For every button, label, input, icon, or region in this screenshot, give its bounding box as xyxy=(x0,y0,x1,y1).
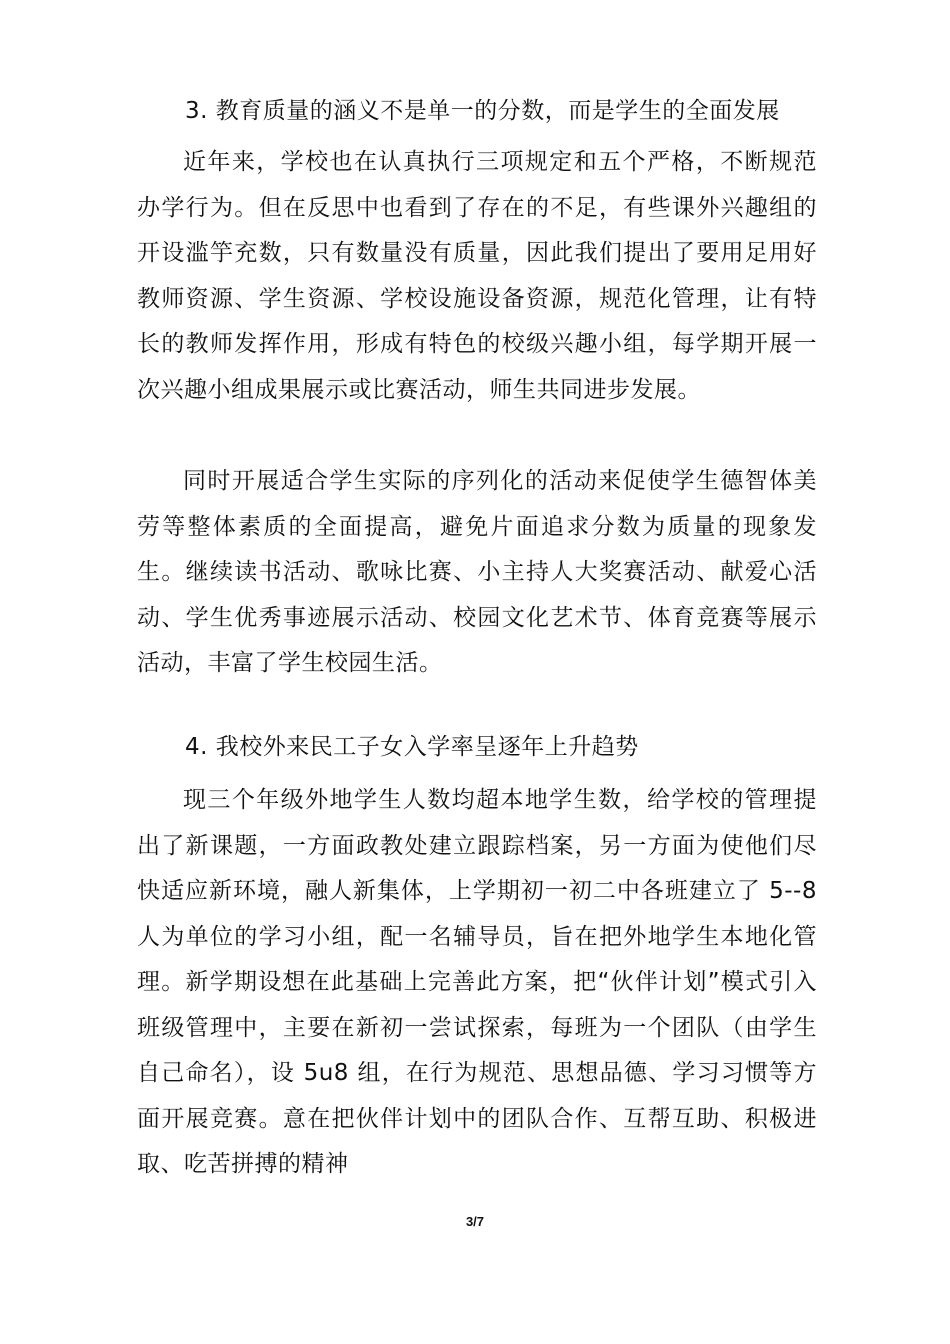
page-number: 3/7 xyxy=(465,1214,485,1229)
section-4-paragraph-1: 现三个年级外地学生人数均超本地学生数，给学校的管理提出了新课题，一方面政教处建立跟踪档案，另一方面为使他们尽快适应新环境，融人新集体，上学期初一初二中各班建立了 5--8 人为单位的学习小组，配一名辅导员，旨在把外地学生本地化管理。新学期设想在此基础上完善此方案，把“伙伴计划”模式引入班级管理中，主要在新初一尝试探索，每班为一个团队（由学生自己命名），设 5u8 组，在行为规范、思想品德、学习习惯等方面开展竞赛。意在把伙伴计划中的团队合作、互帮互助、积极进取、吃苦拼搏的精神 xyxy=(137,787,817,1177)
section-3-paragraph-1: 近年来，学校也在认真执行三项规定和五个严格，不断规范办学行为。但在反思中也看到了存在的不足，有些课外兴趣组的开设滥竽充数，只有数量没有质量，因此我们提出了要用足用好教师资源、学生资源、学校设施设备资源，规范化管理，让有特长的教师发挥作用，形成有特色的校级兴趣小组，每学期开展一次兴趣小组成果展示或比赛活动，师生共同进步发展。 xyxy=(137,149,817,403)
section-3-heading: 3. 教育质量的涵义不是单一的分数，而是学生的全面发展 xyxy=(185,98,780,124)
section-4-heading: 4. 我校外来民工子女入学率呈逐年上升趋势 xyxy=(185,734,639,760)
section-3-paragraph-2: 同时开展适合学生实际的序列化的活动来促使学生德智体美劳等整体素质的全面提高，避免片面追求分数为质量的现象发生。继续读书活动、歌咏比赛、小主持人大奖赛活动、献爱心活动、学生优秀事迹展示活动、校园文化艺术节、体育竞赛等展示活动，丰富了学生校园生活。 xyxy=(137,468,817,676)
